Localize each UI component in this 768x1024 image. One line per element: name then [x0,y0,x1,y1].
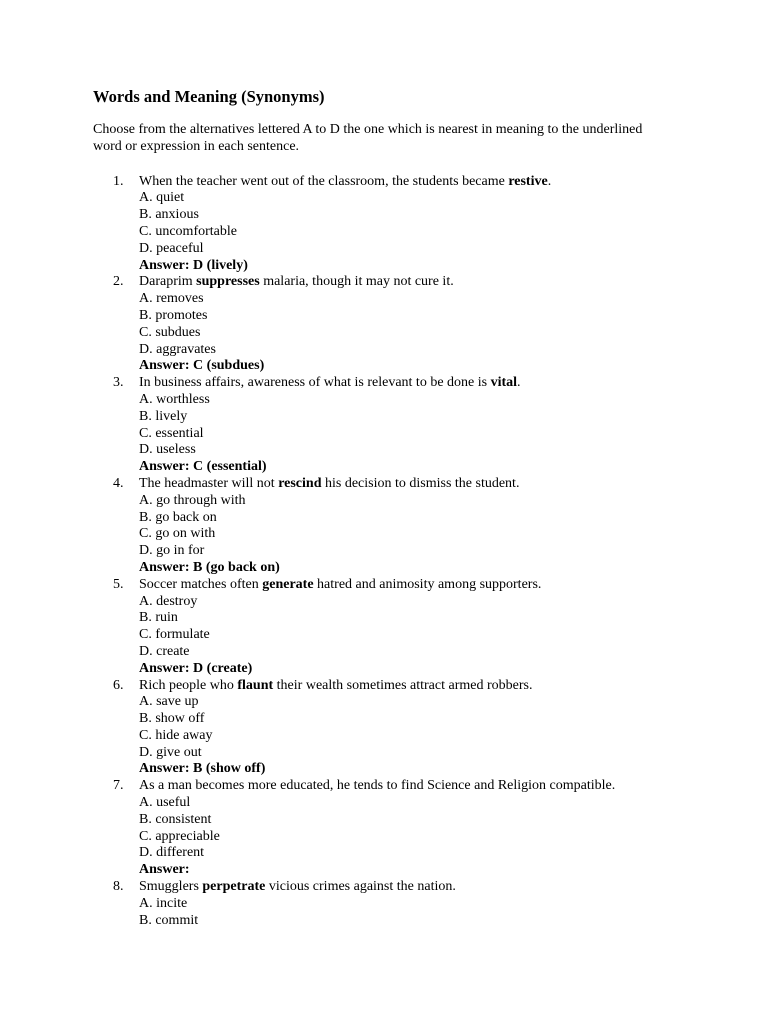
stem-text: In business affairs, awareness of what is relevant to be done is [139,375,491,391]
question-number: 2. [113,274,124,290]
question-number: 3. [113,375,124,391]
answer-line: Answer: D (create) [139,660,253,676]
answer-option: C. hide away [139,727,213,743]
document-page [93,86,713,929]
answer-line: Answer: C (essential) [139,459,267,475]
answer-line: Answer: B (go back on) [139,559,280,575]
stem-text: their wealth sometimes attract armed robbers. [273,677,533,693]
stem-text: his decision to dismiss the student. [321,475,520,491]
stem-text: Smugglers [139,879,203,895]
question-number: 1. [113,173,124,189]
answer-line: Answer: [139,862,190,878]
answer-option: D. aggravates [139,341,216,357]
answer-option: A. incite [139,895,188,911]
answer-option: B. show off [139,711,205,727]
stem-text: Daraprim [139,274,197,290]
answer-option: B. anxious [139,207,199,223]
answer-option: A. useful [139,795,191,811]
question-stem [139,476,713,493]
answer-line: Answer: D (lively) [139,257,248,273]
question-stem [139,879,713,896]
answer-option: C. appreciable [139,828,220,844]
answer-option: C. formulate [139,627,210,643]
question-item [93,274,713,375]
question-item [93,577,713,678]
stem-text: Soccer matches often [139,576,263,592]
question-item [93,375,713,476]
question-stem [139,174,713,191]
question-stem [139,778,713,795]
question-stem [139,577,713,594]
key-word: generate [262,576,314,592]
question-item [93,879,713,929]
key-word: perpetrate [202,879,266,895]
answer-option: D. give out [139,744,202,760]
answer-option: D. different [139,845,205,861]
answer-line: Answer: C (subdues) [139,358,265,374]
question-stem [139,678,713,695]
question-number: 4. [113,475,124,491]
question-item [93,778,713,879]
key-word: flaunt [237,677,274,693]
stem-text: vicious crimes against the nation. [265,879,456,895]
question-number: 6. [113,677,124,693]
answer-option: D. go in for [139,543,205,559]
answer-option: B. lively [139,408,188,424]
stem-text: . [517,375,521,391]
key-word: vital [490,375,518,391]
stem-text: The headmaster will not [139,475,279,491]
question-number: 5. [113,576,124,592]
stem-text: malaria, though it may not cure it. [259,274,454,290]
stem-text: hatred and animosity among supporters. [313,576,542,592]
answer-option: B. ruin [139,610,178,626]
question-list [93,174,713,930]
answer-option: D. create [139,643,190,659]
page-title: Words and Meaning (Synonyms) [93,87,325,106]
answer-option: C. essential [139,425,204,441]
key-word: restive [508,173,548,189]
answer-option: B. promotes [139,307,208,323]
stem-text: When the teacher went out of the classroom, the students became [139,173,509,189]
key-word: rescind [278,475,322,491]
question-number: 7. [113,778,124,794]
question-item [93,476,713,577]
answer-option: D. peaceful [139,240,204,256]
question-number: 8. [113,879,124,895]
answer-option: C. subdues [139,324,201,340]
answer-option: A. worthless [139,391,210,407]
question-item [93,174,713,275]
answer-option: B. go back on [139,509,217,525]
answer-line: Answer: B (show off) [139,761,266,777]
answer-option: B. commit [139,912,199,928]
answer-option: A. go through with [139,492,246,508]
question-item [93,678,713,779]
answer-option: C. uncomfortable [139,223,237,239]
instructions: Choose from the alternatives lettered A to D the one which is nearest in meaning to the underlined word or expression in each sentence. [93,122,643,154]
stem-text: . [547,173,552,189]
answer-option: A. save up [139,694,199,710]
answer-option: A. quiet [139,190,185,206]
stem-text: As a man becomes more educated, he tends to find Science and Religion compatible. [139,778,616,794]
answer-option: A. destroy [139,593,198,609]
answer-option: A. removes [139,291,204,307]
question-stem [139,375,713,392]
answer-option: B. consistent [139,811,212,827]
answer-option: D. useless [139,442,196,458]
stem-text: Rich people who [139,677,238,693]
key-word: suppresses [196,274,260,290]
answer-option: C. go on with [139,526,216,542]
question-stem [139,274,713,291]
